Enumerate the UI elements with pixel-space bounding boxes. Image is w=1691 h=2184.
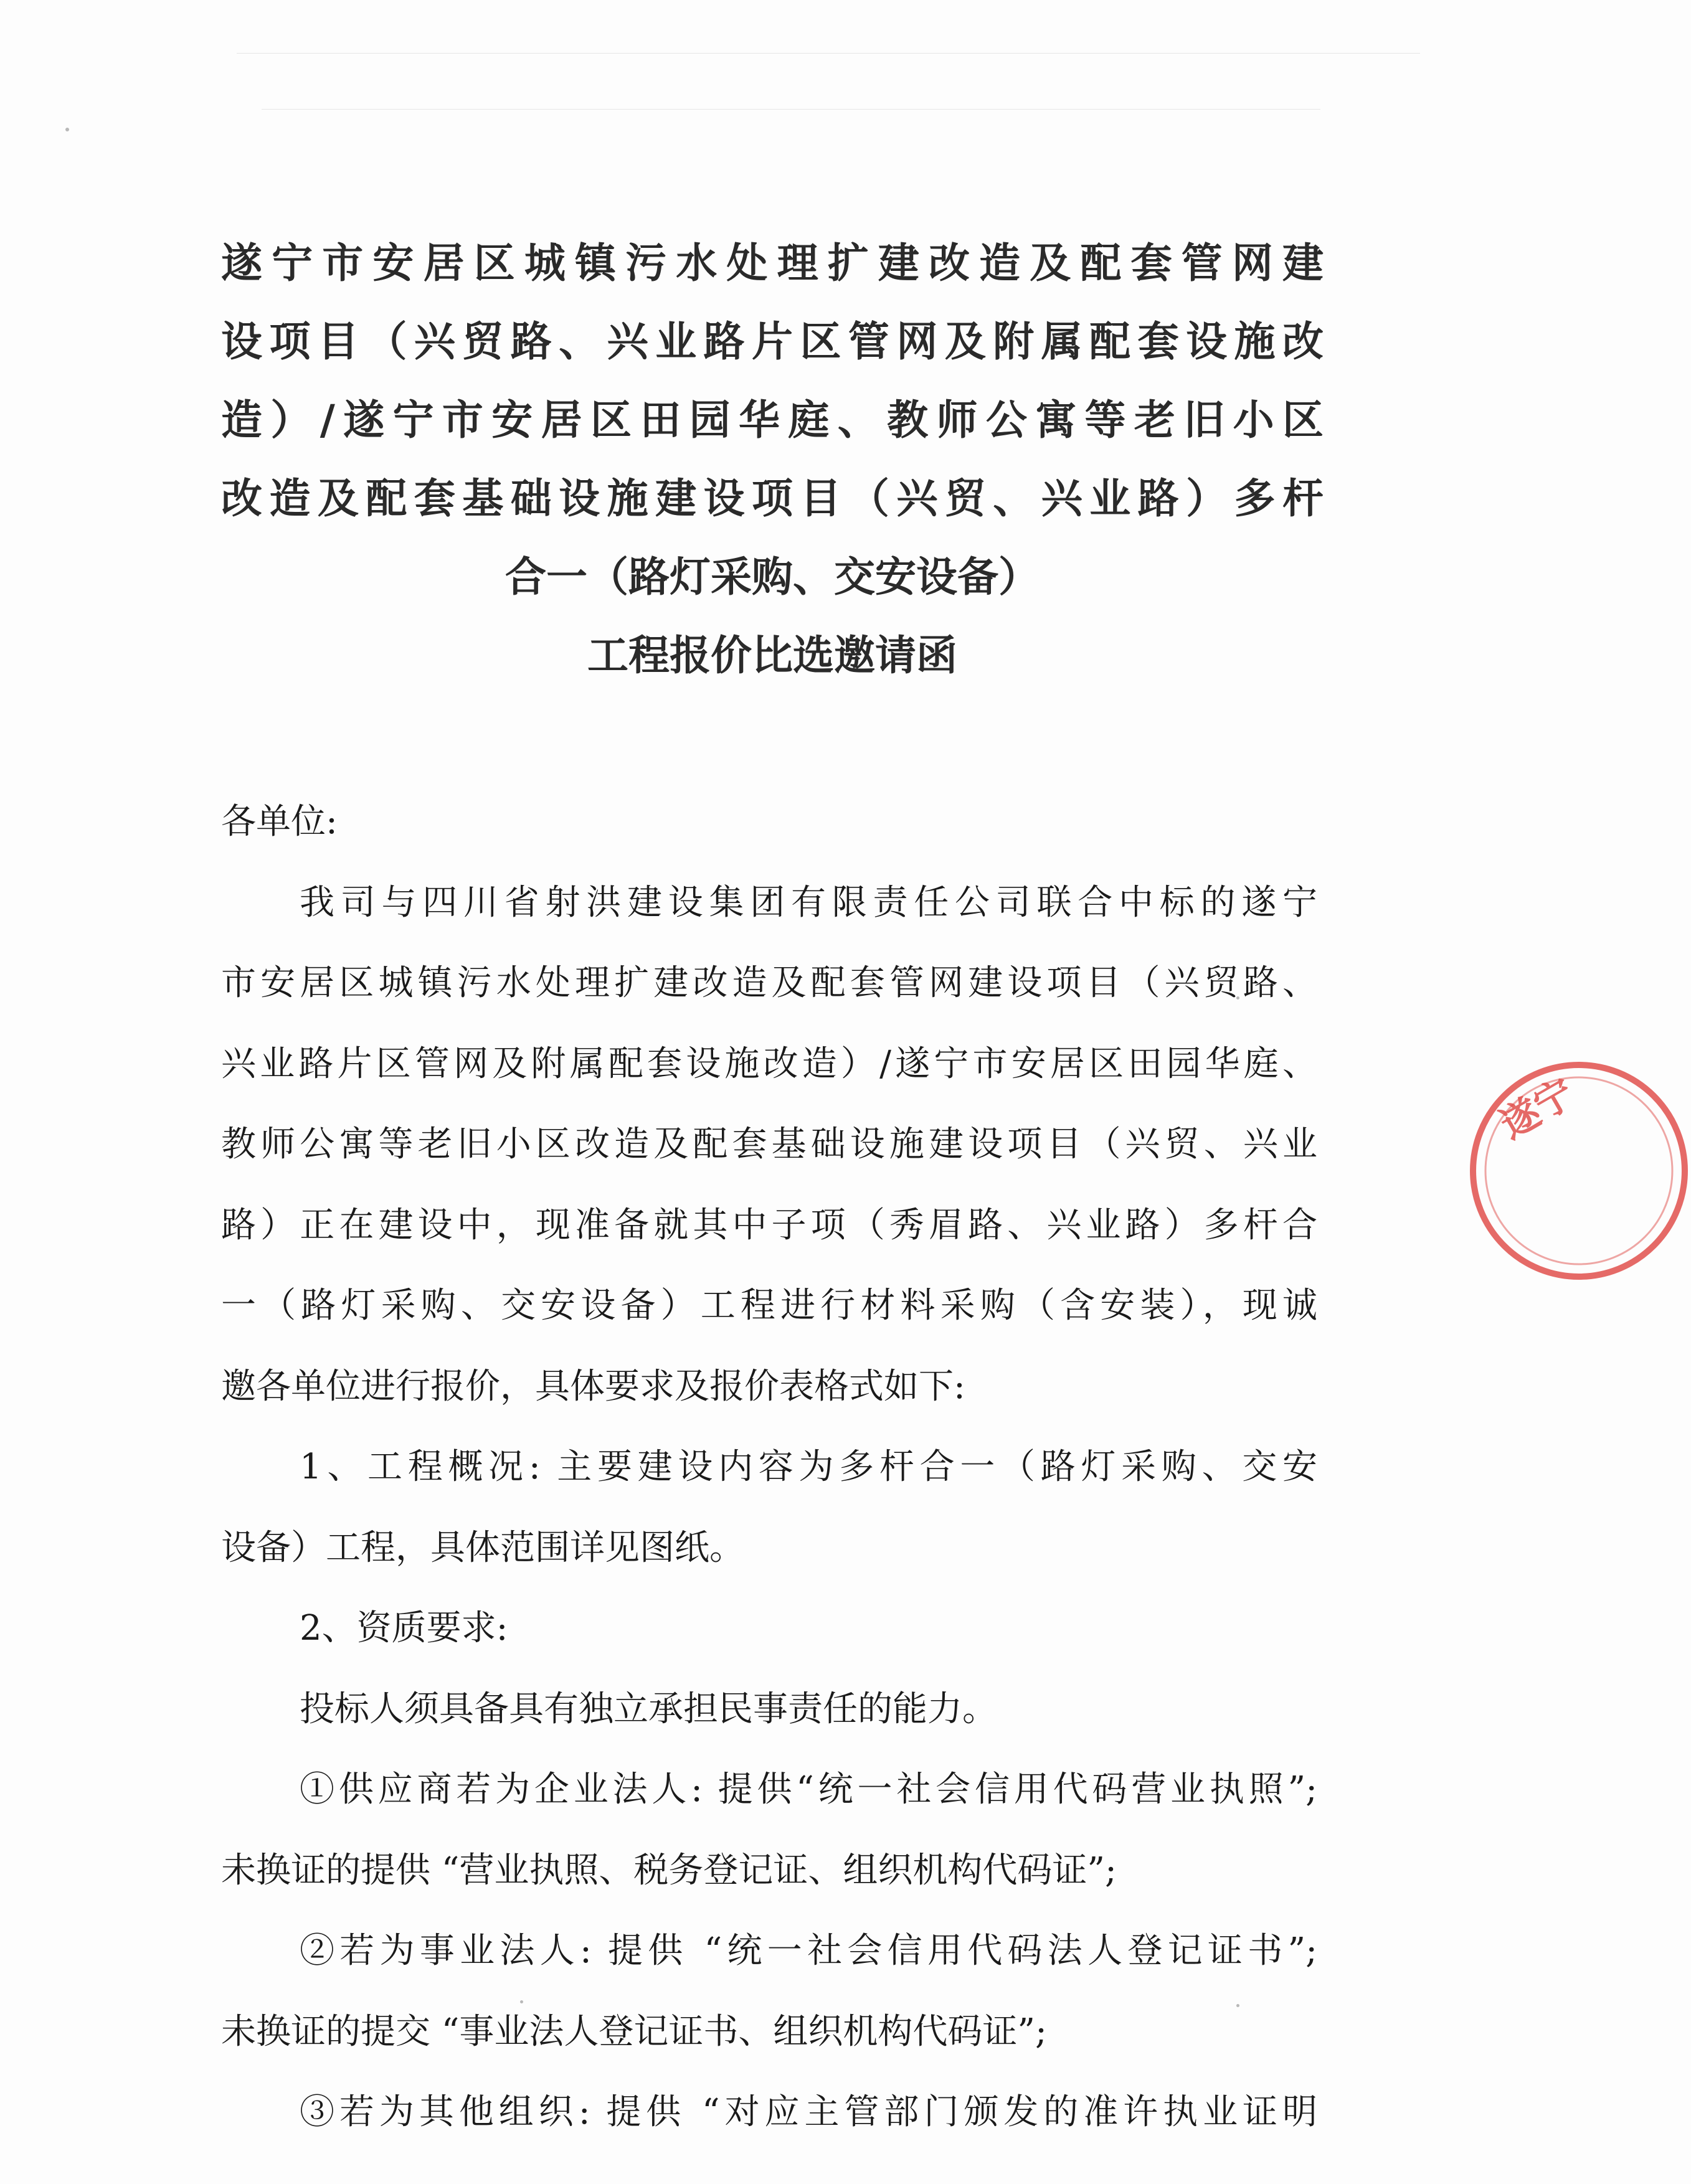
paragraph-line: 未换证的提交 “事业法人登记证书、组织机构代码证”; bbox=[221, 2011, 1047, 2052]
title-line: 遂宁市安居区城镇污水处理扩建改造及配套管网建 bbox=[221, 239, 1324, 287]
list-item-enterprise: ①供应商若为企业法人: 提供“统一社会信用代码营业执照”; bbox=[300, 1769, 1317, 1810]
paragraph-line: 未换证的提供 “营业执照、税务登记证、组织机构代码证”; bbox=[221, 1850, 1117, 1891]
scan-artifact bbox=[65, 128, 69, 131]
document-title bbox=[221, 224, 1324, 695]
list-item-institution: ②若为事业法人: 提供 “统一社会信用代码法人登记证书”; bbox=[300, 1931, 1317, 1971]
paragraph-line: 教师公寓等老旧小区改造及配套基础设施建设项目（兴贸、兴业 bbox=[221, 1124, 1317, 1165]
paragraph-line: 邀各单位进行报价，具体要求及报价表格式如下: bbox=[221, 1366, 965, 1407]
title-line: 改造及配套基础设施建设项目（兴贸、兴业路）多杆 bbox=[221, 475, 1324, 522]
paragraph-line: 市安居区城镇污水处理扩建改造及配套管网建设项目（兴贸路、 bbox=[221, 963, 1317, 1003]
paragraph-line: 一（路灯采购、交安设备）工程进行材料采购（含安装），现诚 bbox=[221, 1285, 1317, 1326]
company-seal bbox=[1467, 1034, 1691, 1308]
title-line: 造）/遂宁市安居区田园华庭、教师公寓等老旧小区 bbox=[221, 396, 1324, 444]
paragraph-line: 路）正在建设中，现准备就其中子项（秀眉路、兴业路）多杆合 bbox=[221, 1204, 1317, 1246]
scan-artifact bbox=[262, 109, 1320, 110]
list-item-other-org: ③若为其他组织: 提供 “对应主管部门颁发的准许执业证明 bbox=[300, 2092, 1317, 2132]
section-qualification: 2、资质要求: bbox=[300, 1608, 508, 1648]
document-subtitle: 工程报价比选邀请函 bbox=[587, 631, 957, 679]
seal-text: 遂宁 bbox=[1492, 1069, 1582, 1148]
title-line: 设项目（兴贸路、兴业路片区管网及附属配套设施改 bbox=[221, 318, 1324, 366]
paragraph-line: 兴业路片区管网及附属配套设施改造）/遂宁市安居区田园华庭、 bbox=[221, 1043, 1317, 1084]
scan-artifact bbox=[237, 53, 1420, 54]
paragraph-line: 投标人须具备具有独立承担民事责任的能力。 bbox=[300, 1688, 997, 1729]
salutation: 各单位: bbox=[221, 801, 338, 842]
title-line: 合一（路灯采购、交安设备） bbox=[505, 553, 1040, 601]
paragraph-line: 我司与四川省射洪建设集团有限责任公司联合中标的遂宁 bbox=[300, 882, 1317, 923]
letter-body bbox=[221, 782, 1317, 2153]
paragraph-line: 设备）工程，具体范围详见图纸。 bbox=[221, 1527, 744, 1568]
section-project-overview: 1、工程概况: 主要建设内容为多杆合一（路灯采购、交安 bbox=[300, 1447, 1317, 1487]
